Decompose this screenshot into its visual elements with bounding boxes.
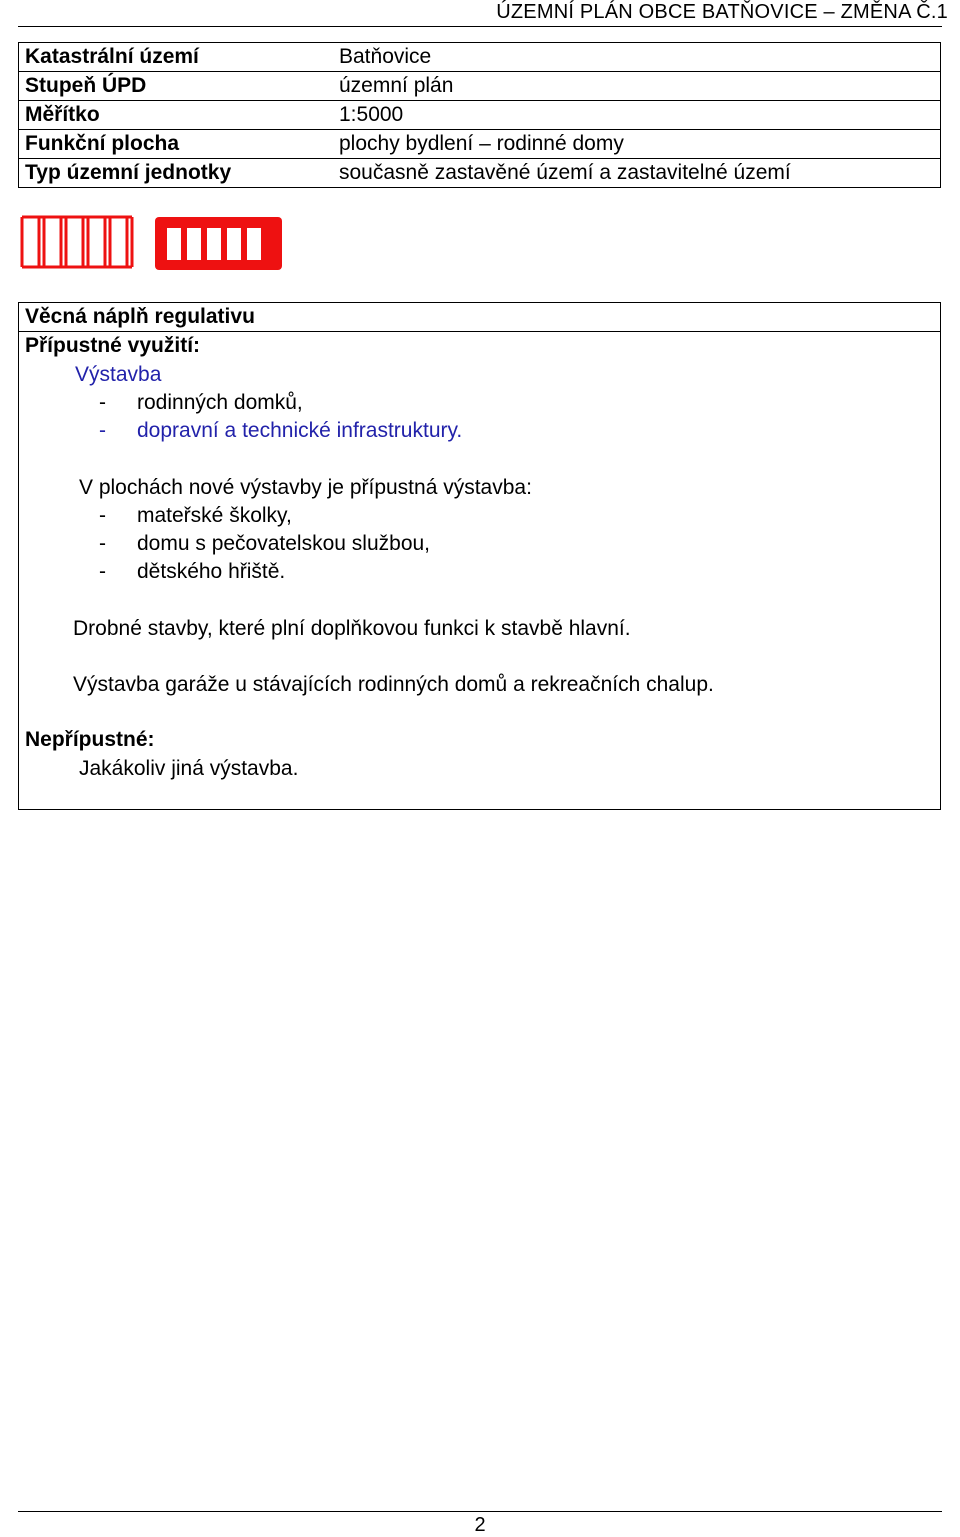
- info-key: Stupeň ÚPD: [19, 72, 322, 101]
- list-item: - dopravní a technické infrastruktury.: [99, 419, 463, 442]
- info-value: plochy bydlení – rodinné domy: [321, 130, 941, 159]
- list-item-text: rodinných domků,: [137, 391, 303, 414]
- footer-rule: [18, 1511, 942, 1512]
- table-row: [19, 101, 941, 130]
- list-item: - dětského hřiště.: [99, 560, 286, 583]
- proposed-area-symbol: [155, 217, 282, 270]
- list-item-text: domu s pečovatelskou službou,: [137, 532, 431, 555]
- new-areas-heading: V plochách nové výstavby je přípustná výstavba:: [79, 476, 532, 499]
- info-key: Měřítko: [19, 101, 322, 130]
- list-item: - rodinných domků,: [99, 391, 303, 414]
- forbidden-heading: Nepřípustné:: [25, 728, 155, 751]
- list-item: - domu s pečovatelskou službou,: [99, 532, 431, 555]
- construction-heading: Výstavba: [75, 363, 162, 386]
- small-buildings-text: Drobné stavby, které plní doplňkovou funkci k stavbě hlavní.: [73, 617, 631, 640]
- table-row: [19, 72, 941, 101]
- forbidden-text: Jakákoliv jiná výstavba.: [79, 757, 299, 780]
- table-row: [19, 43, 941, 72]
- list-item: - mateřské školky,: [99, 504, 292, 527]
- info-value: Batňovice: [321, 43, 941, 72]
- header-rule: [18, 26, 942, 27]
- garage-text: Výstavba garáže u stávajících rodinných domů a rekreačních chalup.: [73, 673, 714, 696]
- table-row: [19, 159, 941, 188]
- info-key: Katastrální území: [19, 43, 322, 72]
- regulativ-box: [18, 302, 941, 810]
- info-key: Typ územní jednotky: [19, 159, 322, 188]
- info-value: 1:5000: [321, 101, 941, 130]
- map-legend-symbols: [20, 214, 290, 274]
- list-item-text: dětského hřiště.: [137, 560, 286, 583]
- list-item-text: mateřské školky,: [137, 504, 292, 527]
- table-row: [19, 130, 941, 159]
- allowed-heading: Přípustné využití:: [25, 334, 201, 357]
- list-item-text: dopravní a technické infrastruktury.: [137, 419, 463, 442]
- regulativ-title: Věcná náplň regulativu: [19, 303, 940, 332]
- existing-area-symbol: [22, 217, 132, 267]
- info-key: Funkční plocha: [19, 130, 322, 159]
- info-value: územní plán: [321, 72, 941, 101]
- info-table: [18, 42, 941, 188]
- document-header: ÚZEMNÍ PLÁN OBCE BATŇOVICE – ZMĚNA Č.1: [496, 1, 948, 23]
- info-value: současně zastavěné území a zastavitelné území: [321, 159, 941, 188]
- page-number: 2: [474, 1514, 486, 1536]
